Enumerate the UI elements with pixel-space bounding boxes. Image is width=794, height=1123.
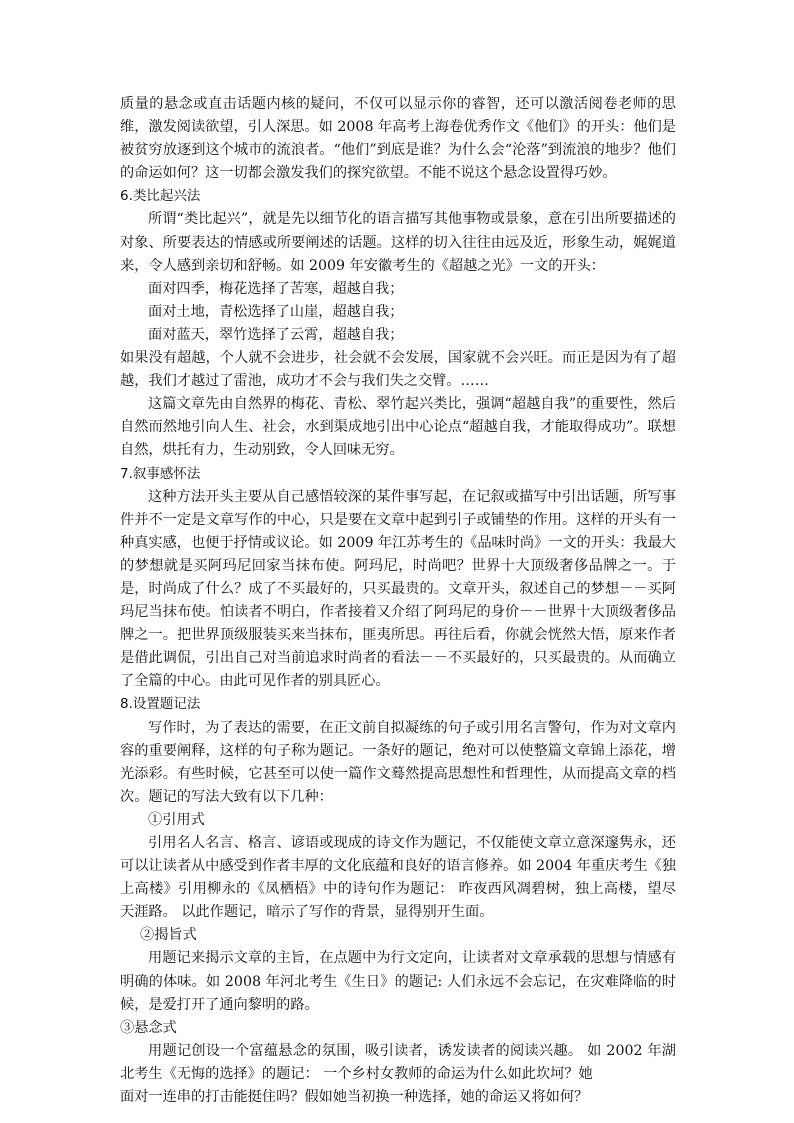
section-heading: 8.设置题记法 — [120, 696, 201, 713]
paragraph: 面对一连串的打击能挺住吗？假如她当初换一种选择，她的命运又将如何？ — [120, 1089, 589, 1106]
sub-heading: ③悬念式 — [120, 1019, 177, 1036]
paragraph: 用题记创设一个富蕴悬念的氛围，吸引读者，诱发读者的阅读兴趣。 如 2002 年湖北考生《无悔的选择》的题记： 一个乡村女教师的命运为什么如此坎坷？她 — [120, 1042, 676, 1082]
paragraph: 用题记来揭示文章的主旨，在点题中为行文定向，让读者对文章承载的思想与情感有明确的体味。如 2008 年河北考生《生日》的题记: 人们永远不会忘记，在灾难降临的时候，是爱打开了通向黎明的路。 — [120, 950, 676, 1013]
quote-line: 面对蓝天，翠竹选择了云霄，超越自我； — [148, 326, 404, 343]
paragraph: 所谓“类比起兴”，就是先以细节化的语言描写其他事物或景象，意在引出所要描述的对象、所要表达的情感或所要阐述的话题。这样的切入往往由远及近，形象生动，娓娓道来，令人感到亲切和舒畅。如 2009 年安徽考生的《超越之光》一文的开头： — [120, 211, 676, 274]
document-page — [120, 93, 676, 1109]
section-heading: 6.类比起兴法 — [120, 188, 201, 205]
quote-line: 面对土地，青松选择了山崖，超越自我； — [148, 303, 404, 320]
section-heading: 7.叙事感怀法 — [120, 465, 201, 482]
paragraph: 这篇文章先由自然界的梅花、青松、翠竹起兴类比，强调“超越自我”的重要性，然后自然而然地引向人生、社会，水到渠成地引出中心论点“超越自我，才能取得成功”。联想自然，烘托有力，生动别致，令人回味无穷。 — [120, 396, 676, 459]
paragraph: 如果没有超越，个人就不会进步，社会就不会发展，国家就不会兴旺。而正是因为有了超越，我们才越过了雷池，成功才不会与我们失之交臂。…… — [120, 350, 676, 390]
quote-line: 面对四季，梅花选择了苦寒，超越自我； — [148, 280, 404, 297]
sub-heading: ①引用式 — [148, 811, 205, 828]
sub-heading: ②揭旨式 — [140, 927, 197, 944]
paragraph: 写作时，为了表达的需要，在正文前自拟凝练的句子或引用名言警句，作为对文章内容的重要阐释，这样的句子称为题记。一条好的题记，绝对可以使整篇文章锦上添花，增光添彩。有些时候，它甚至可以使一篇作文蓦然提高思想性和哲理性，从而提高文章的档次。题记的写法大致有以下几种： — [120, 719, 676, 805]
paragraph: 质量的悬念或直击话题内核的疑问，不仅可以显示你的睿智，还可以激活阅卷老师的思维，激发阅读欲望，引人深思。如 2008 年高考上海卷优秀作文《他们》的开头：他们是被贫穷放逐到这个城市的流浪者。“他们”到底是谁？为什么会“沦落”到流浪的地步？他们的命运如何？这一切都会激发我们的探究欲望。不能不说这个悬念设置得巧妙。 — [120, 96, 676, 182]
paragraph: 这种方法开头主要从自己感悟较深的某件事写起，在记叙或描写中引出话题，所写事件并不一定是文章写作的中心，只是要在文章中起到引子或铺垫的作用。这样的开头有一种真实感，也便于抒情或议论。如 2009 年江苏考生的《品味时尚》一文的开头：我最大的梦想就是买阿玛尼回家当抹布使。阿玛尼，时尚吧？世界十大顶级奢侈品牌之一。于是，时尚成了什么？成了不买最好的，只买最贵的。文章开头，叙述自己的梦想－－买阿玛尼当抹布使。怕读者不明白，作者接着又介绍了阿玛尼的身价－－世界十大顶级奢侈品牌之一。把世界顶级服装买来当抹布，匪夷所思。再往后看，你就会恍然大悟，原来作者是借此调侃，引出自己对当前追求时尚者的看法－－不买最好的，只买最贵的。从而确立了全篇的中心。由此可见作者的别具匠心。 — [120, 488, 676, 690]
paragraph: 引用名人名言、格言、谚语或现成的诗文作为题记，不仅能使文章立意深邃隽永，还可以让读者从中感受到作者丰厚的文化底蕴和良好的语言修养。如 2004 年重庆考生《独上高楼》引用柳永的《凤栖梧》中的诗句作为题记： 昨夜西风凋碧树，独上高楼，望尽天涯路。 以此作题记，暗示了写作的背景，显得别开生面。 — [120, 835, 676, 921]
